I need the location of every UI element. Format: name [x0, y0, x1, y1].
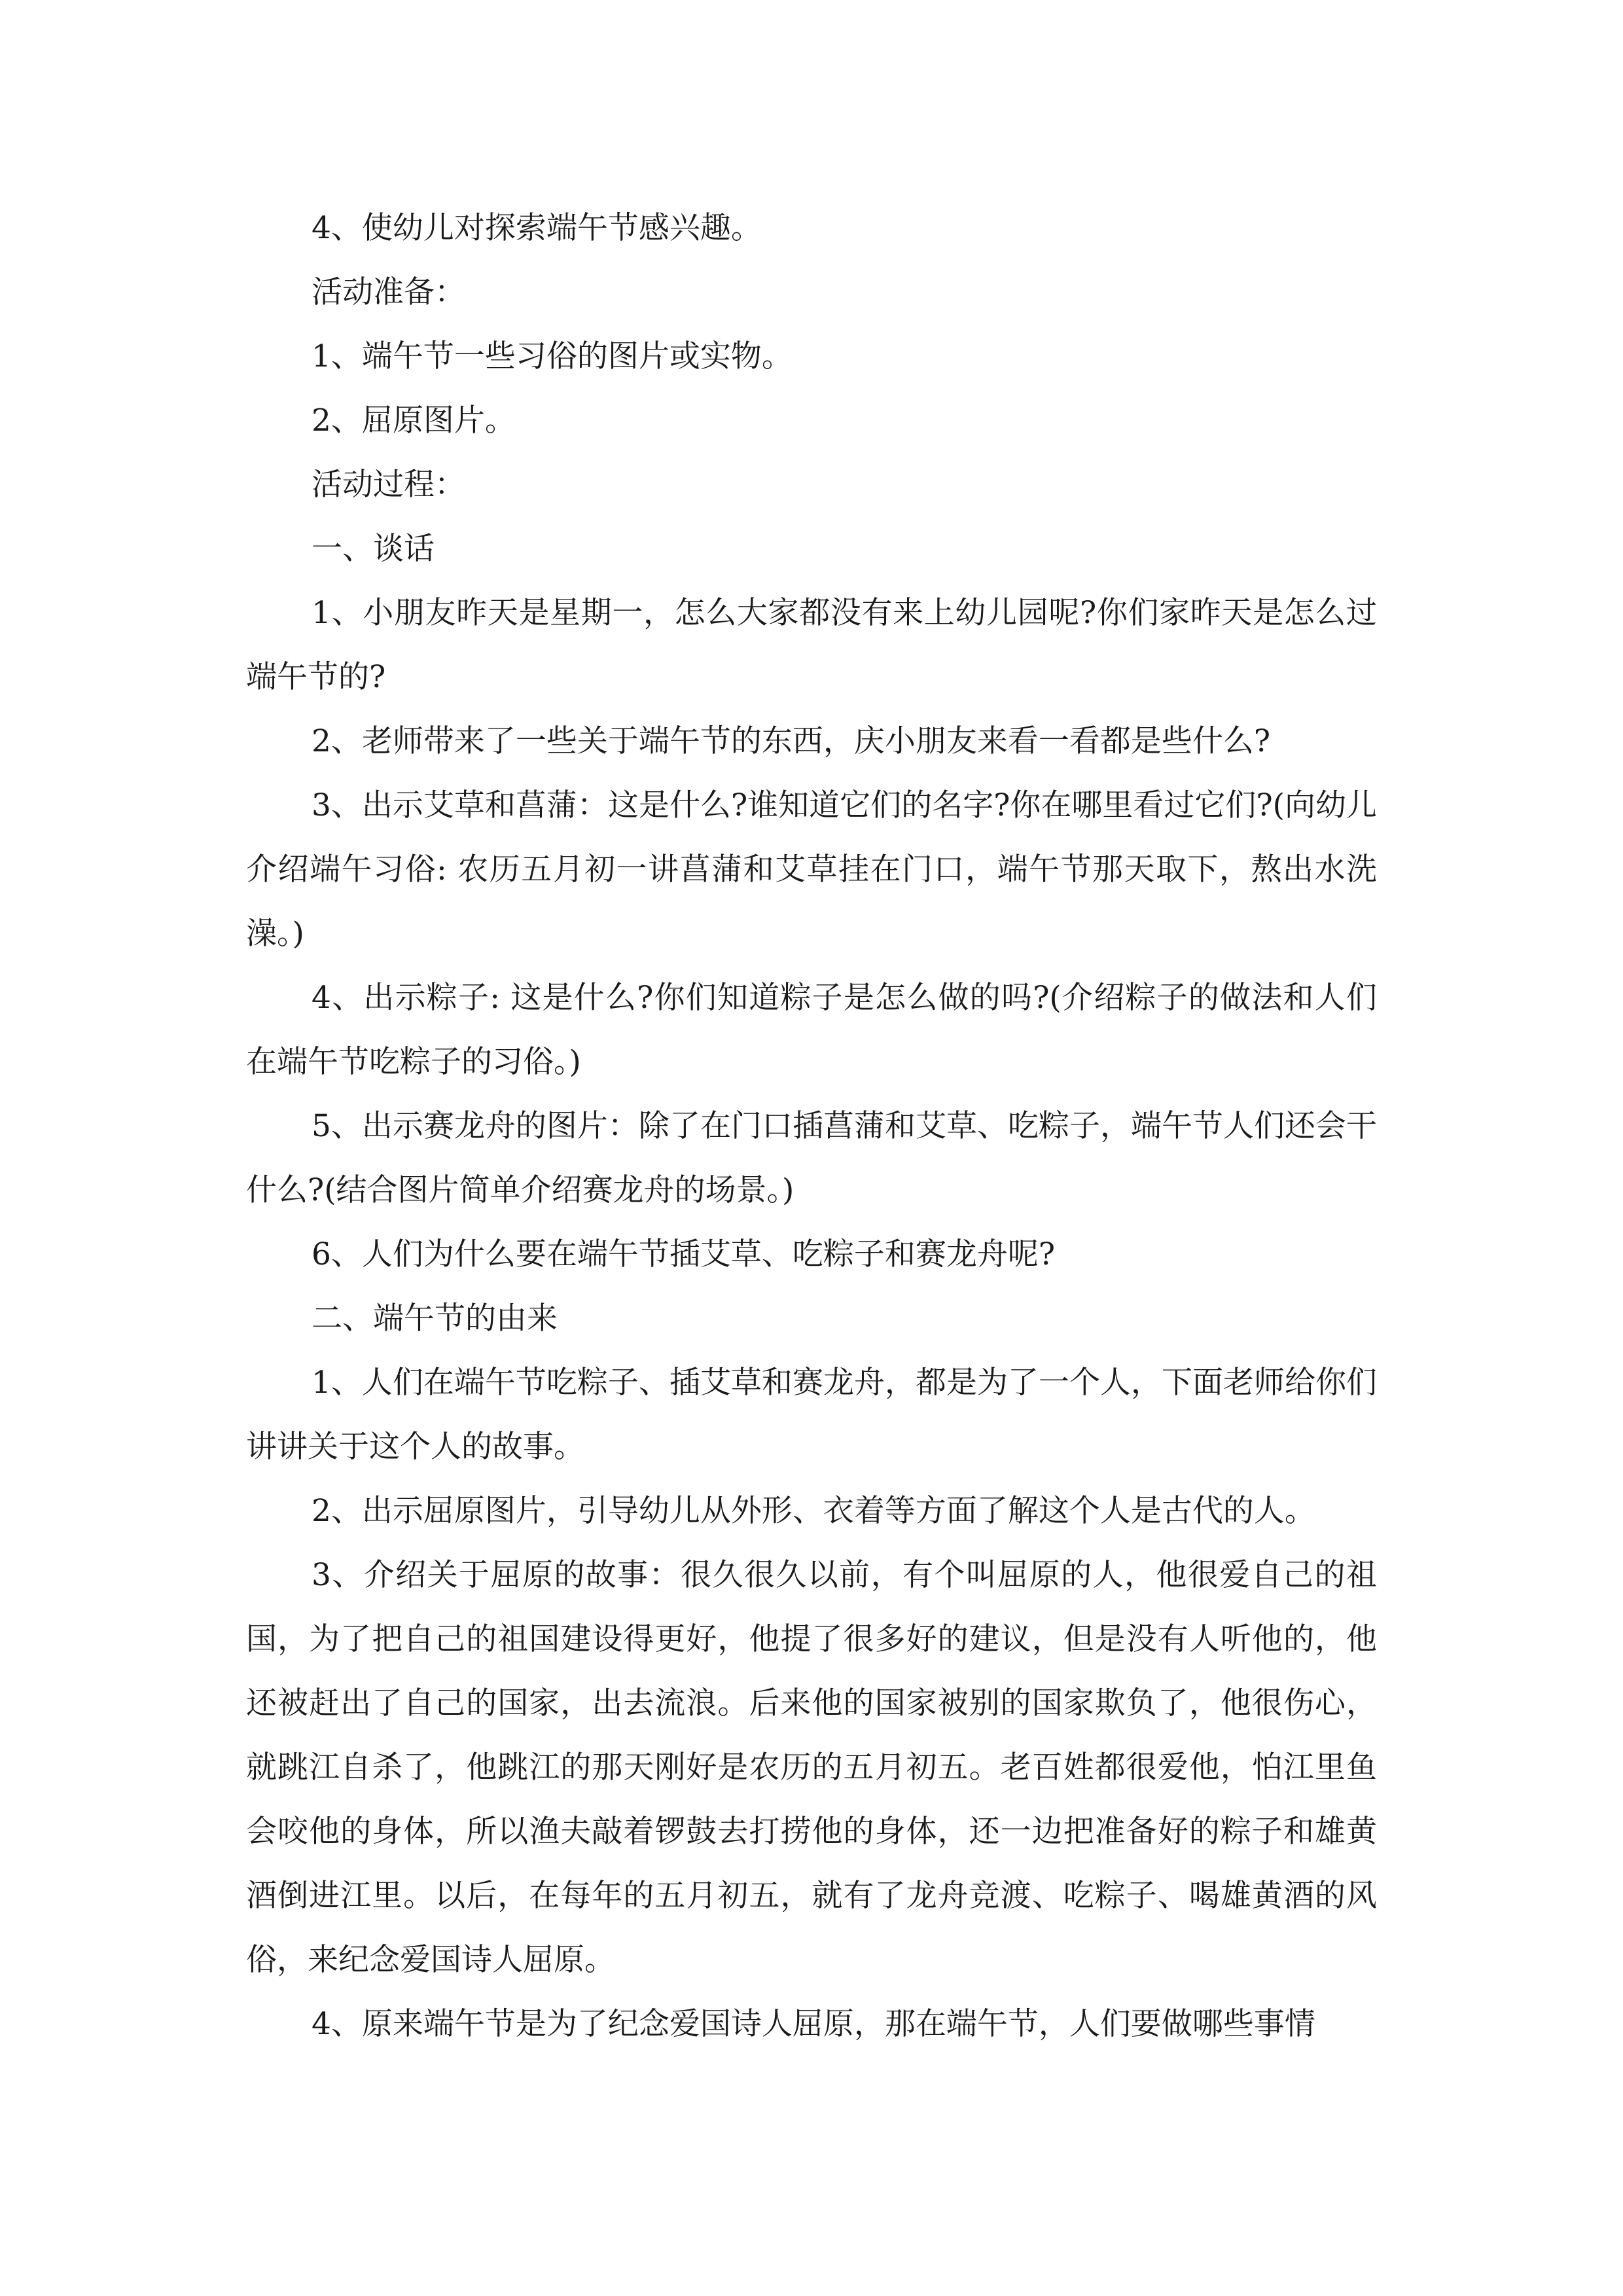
- paragraph-goal-4: 4、使幼儿对探索端午节感兴趣。: [312, 210, 762, 246]
- paragraph-talk-3: 3、出示艾草和菖蒲：这是什么?谁知道它们的名字?你在哪里看过它们?(向幼儿介绍端午习俗: 农历五月初一讲菖蒲和艾草挂在门口，端午节那天取下，熬出水洗澡。): [246, 787, 1377, 952]
- paragraph-origin-3: 3、介绍关于屈原的故事：很久很久以前，有个叫屈原的人，他很爱自己的祖国，为了把自己的祖国建设得更好，他提了很多好的建议，但是没有人听他的，他还被赶出了自己的国家，出去流浪。后来他的国家被别的国家欺负了，他很伤心，就跳江自杀了，他跳江的那天刚好是农历的五月初五。老百姓都很爱他，怕江里鱼会咬他的身体，所以渔夫敲着锣鼓去打捞他的身体，还一边把准备好的粽子和雄黄酒倒进江里。以后，在每年的五月初五，就有了龙舟竞渡、吃粽子、喝雄黄酒的风俗，来纪念爱国诗人屈原。: [246, 1557, 1377, 1978]
- paragraph-origin-1: 1、人们在端午节吃粽子、插艾草和赛龙舟，都是为了一个人，下面老师给你们讲讲关于这个人的故事。: [246, 1365, 1377, 1465]
- heading-section-talk: 一、谈话: [312, 531, 435, 567]
- paragraph-talk-4: 4、出示粽子: 这是什么?你们知道粽子是怎么做的吗?(介绍粽子的做法和人们在端午节吃粽子的习俗。): [246, 980, 1377, 1080]
- paragraph-talk-2: 2、老师带来了一些关于端午节的东西，庆小朋友来看一看都是些什么?: [312, 723, 1271, 759]
- heading-section-origin: 二、端午节的由来: [312, 1300, 558, 1336]
- paragraph-preparation-2: 2、屈原图片。: [312, 403, 516, 439]
- paragraph-talk-1: 1、小朋友昨天是星期一，怎么大家都没有来上幼儿园呢?你们家昨天是怎么过端午节的?: [246, 595, 1377, 695]
- heading-activity-preparation: 活动准备：: [312, 274, 465, 310]
- document-body: [246, 196, 1377, 2056]
- paragraph-talk-6: 6、人们为什么要在端午节插艾草、吃粽子和赛龙舟呢?: [312, 1236, 1056, 1272]
- paragraph-preparation-1: 1、端午节一些习俗的图片或实物。: [312, 338, 793, 374]
- paragraph-origin-2: 2、出示屈原图片，引导幼儿从外形、衣着等方面了解这个人是古代的人。: [312, 1493, 1315, 1529]
- heading-activity-process: 活动过程：: [312, 467, 465, 503]
- paragraph-origin-4: 4、原来端午节是为了纪念爱国诗人屈原，那在端午节，人们要做哪些事情: [312, 2006, 1315, 2042]
- paragraph-talk-5: 5、出示赛龙舟的图片：除了在门口插菖蒲和艾草、吃粽子，端午节人们还会干什么?(结合图片简单介绍赛龙舟的场景。): [246, 1108, 1377, 1208]
